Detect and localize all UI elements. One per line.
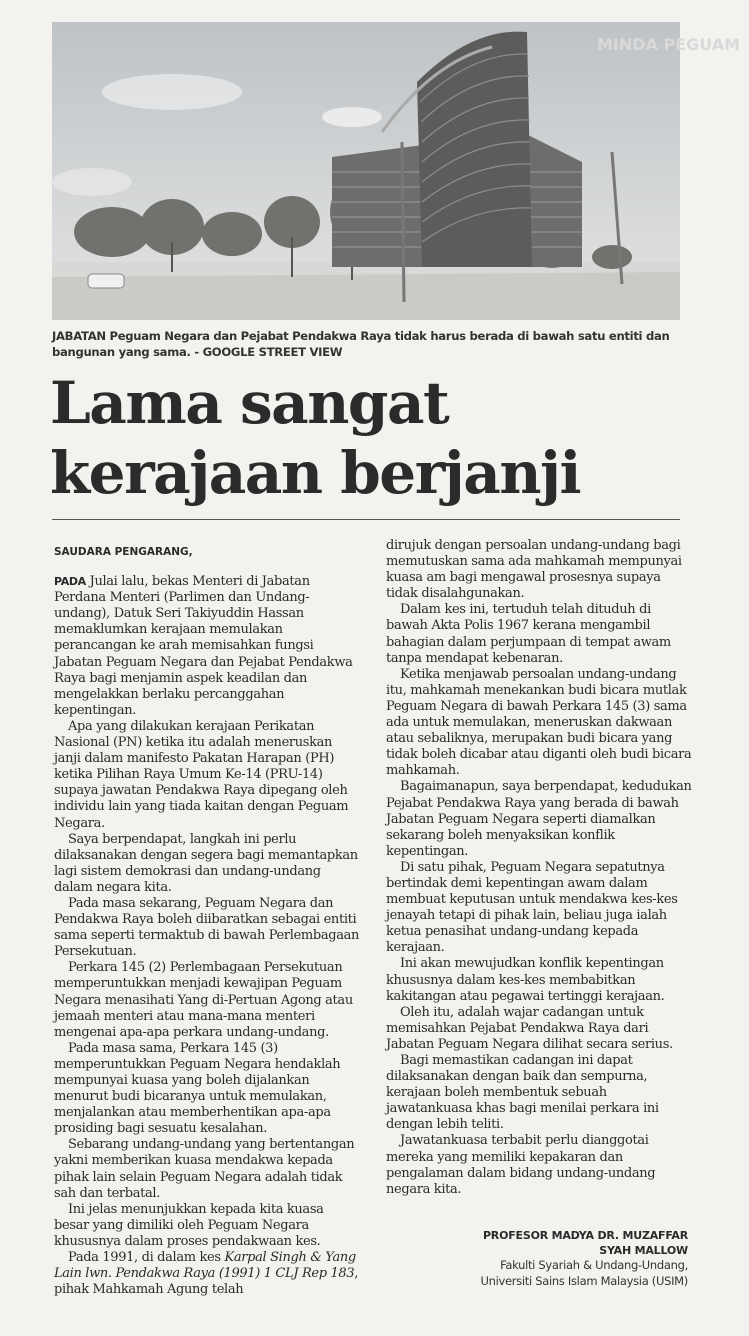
paragraph-text: Pada 1991, di dalam kes (68, 1250, 225, 1266)
photo-caption (52, 328, 682, 360)
paragraph: Oleh itu, adalah wajar cadangan untuk memisahkan Pejabat Pendakwa Raya dari Jabatan Peguam Negara dilihat secara serius. (386, 1004, 673, 1052)
caption-text: Peguam Negara dan Pejabat Pendakwa Raya tidak harus berada di bawah satu entiti dan bangunan yang sama. - GOOGLE STREET VIEW (52, 329, 670, 359)
paragraph: Perkara 145 (2) Perlembagaan Persekutuan memperuntukkan menjadi kewajipan Peguam Negara menasihati Yang di-Pertuan Agong atau jemaah menteri atau mana-mana menteri mengenai apa-apa perkara undang-undang. (54, 960, 353, 1040)
building-photo-icon (52, 22, 741, 320)
divider (52, 519, 680, 520)
paragraph: Saya berpendapat, langkah ini perlu dilaksanakan dengan segera bagi memantapkan lagi sistem demokrasi dan undang-undang dalam negara kita. (54, 831, 358, 895)
article-photo (52, 22, 741, 320)
paragraph-text: Julai lalu, bekas Menteri di Jabatan Perdana Menteri (Parlimen dan Undang-undang), Datuk Seri Takiyuddin Hassan memaklumkan kerajaan memulakan perancangan ke arah memisahkan fungsi Jabatan Peguam Negara dan Pejabat Pendakwa Raya bagi menjamin aspek keadilan dan mengelakkan berlaku percanggahan kepentingan. (54, 574, 353, 718)
salutation: SAUDARA PENGARANG, (54, 546, 193, 558)
paragraph: Bagaimanapun, saya berpendapat, kedudukan Pejabat Pendakwa Raya yang berada di bawah Jabatan Peguam Negara seperti diamalkan sekarang boleh menyaksikan konflik kepentingan. (386, 779, 692, 859)
paragraph: Jawatankuasa terbabit perlu dianggotai mereka yang memiliki kepakaran dan pengalaman dalam bidang undang-undang negara kita. (386, 1133, 656, 1197)
lead-word: PADA (54, 575, 86, 589)
paragraph: Ini akan mewujudkan konflik kepentingan khususnya dalam kes-kes membabitkan kakitangan atau pegawai tertinggi kerajaan. (386, 956, 665, 1004)
paragraph: Sebarang undang-undang yang bertentangan yakni memberikan kuasa mendakwa kepada pihak lain selain Peguam Negara adalah tidak sah dan terbatal. (54, 1137, 355, 1201)
paragraph-text: , pihak Mahkamah Agung telah (54, 1266, 359, 1298)
article-column-right (386, 538, 692, 1198)
author-signature (386, 1228, 688, 1289)
author-name-line-1: PROFESOR MADYA DR. MUZAFFAR (482, 1229, 688, 1242)
paragraph: dirujuk dengan persoalan undang-undang bagi memutuskan sama ada mahkamah mempunyai kuasa am bagi mengawal prosesnya supaya tidak disalahgunakan. (386, 538, 682, 602)
author-affiliation-line-1: Fakulti Syariah & Undang-Undang, (500, 1258, 688, 1272)
author-name-line-2: SYAH MALLOW (599, 1244, 688, 1257)
paragraph: Pada masa sama, Perkara 145 (3) memperuntukkan Peguam Negara hendaklah mempunyai kuasa yang boleh dijalankan menurut budi bicaranya untuk memulakan, menjalankan atau memberhentikan apa-apa prosiding bagi sesuatu kesalahan. (54, 1040, 341, 1137)
paragraph: Pada masa sekarang, Peguam Negara dan Pendakwa Raya boleh diibaratkan sebagai entiti sama seperti termaktub di bawah Perlembagaan Persekutuan. (54, 895, 360, 960)
headline (50, 368, 690, 508)
headline-line-2: kerajaan berjanji (50, 439, 581, 507)
watermark-text: MINDA PEGUAM (597, 35, 741, 54)
paragraph: Di satu pihak, Peguam Negara sepatutnya bertindak demi kepentingan awam dalam membuat keputusan untuk mendakwa kes-kes jenayah tetapi di pihak lain, beliau juga ialah ketua penasihat undang-undang kepada kerajaan. (386, 859, 678, 956)
paragraph (54, 1250, 360, 1298)
caption-lead: JABATAN (52, 329, 106, 343)
headline-line-1: Lama sangat (50, 369, 449, 437)
case-citation: Karpal Singh & Yang Lain lwn. Pendakwa Raya (1991) 1 CLJ Rep 183 (54, 1250, 356, 1282)
article-column-left (54, 538, 360, 1298)
author-affiliation-line-2: Universiti Sains Islam Malaysia (USIM) (480, 1273, 688, 1288)
paragraph: Dalam kes ini, tertuduh telah dituduh di bawah Akta Polis 1967 kerana mengambil bahagian dalam perjumpaan di tempat awam tanpa mendapat kebenaran. (386, 602, 671, 666)
paragraph: Bagi memastikan cadangan ini dapat dilaksanakan dengan baik dan sempurna, kerajaan boleh membentuk sebuah jawatankuasa khas bagi menilai perkara ini dengan lebih teliti. (386, 1053, 659, 1133)
paragraph: Ketika menjawab persoalan undang-undang itu, mahkamah menekankan budi bicara mutlak Peguam Negara di bawah Perkara 145 (3) sama ada untuk memulakan, meneruskan dakwaan atau sebaliknya, merupakan budi bicara yang tidak boleh dicabar atau diganti oleh budi bicara mahkamah. (386, 666, 692, 779)
paragraph (54, 574, 360, 719)
paragraph: Apa yang dilakukan kerajaan Perikatan Nasional (PN) ketika itu adalah meneruskan janji dalam manifesto Pakatan Harapan (PH) ketika Pilihan Raya Umum Ke-14 (PRU-14) supaya jawatan Pendakwa Raya dipegang oleh individu lain yang tiada kaitan dengan Peguam Negara. (54, 718, 349, 831)
paragraph: Ini jelas menunjukkan kepada kita kuasa besar yang dimiliki oleh Peguam Negara khususnya dalam proses pendakwaan kes. (54, 1201, 324, 1249)
